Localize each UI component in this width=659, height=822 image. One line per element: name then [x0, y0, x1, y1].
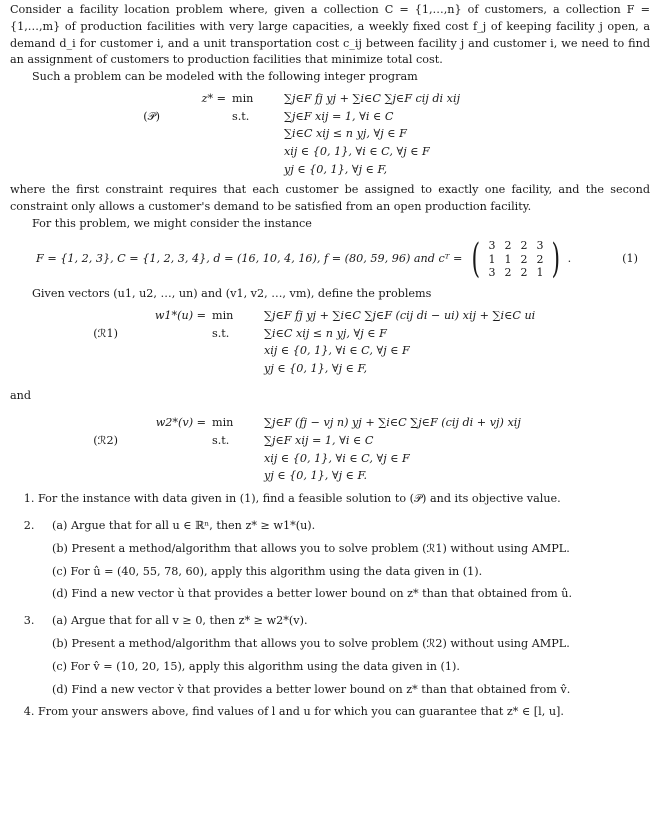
cost-matrix: ( 3 2 2 3 1 1 2 2 3 2 2 1 ) [471, 236, 561, 283]
question-4 [38, 704, 650, 721]
question-3-parts [38, 613, 650, 698]
instance-intro: For this problem, we might consider the instance [32, 217, 312, 231]
matrix-cell: 2 [536, 252, 544, 266]
matrix-cell: 1 [536, 266, 544, 280]
constraint-explanation: where the first constraint requires that each customer be assigned to exactly one facility, and the second constraint only allows a customer's demand to be satisfied from an open production facility. [10, 183, 650, 214]
question-1-text: For the instance with data given in (1), find a feasible solution to (𝒫) and its objective value. [38, 492, 561, 506]
question-3c: (c) For v̂ = (10, 20, 15), apply this algorithm using the data given in (1). [52, 659, 460, 673]
program-R1-label: (ℛ1) [93, 326, 118, 340]
instance-text: F = {1, 2, 3}, C = {1, 2, 3, 4}, d = (16, 10, 4, 16), f = (80, 59, 96) and cᵀ = [36, 252, 463, 266]
program-P [10, 90, 650, 178]
program-R1-constraint-3: yj ∈ {0, 1}, ∀j ∈ F, [264, 361, 368, 375]
document-page [10, 2, 650, 725]
matrix-cell: 3 [488, 266, 496, 280]
question-3a: 3. (a) Argue that for all v ≥ 0, then z* ≥ w2*(v). [52, 614, 308, 628]
question-1 [38, 491, 650, 508]
program-P-constraint-1: ∑j∈F xij = 1, ∀i ∈ C [284, 109, 394, 123]
question-4-text: From your answers above, find values of l and u for which you can guarantee that z* ∈ [l, u]. [38, 705, 564, 719]
question-2d: (d) Find a new vector ù that provides a better lower bound on z* than that obtained from û. [52, 587, 573, 601]
matrix-cell: 2 [504, 238, 512, 252]
program-P-min: min [232, 91, 254, 105]
question-3b: (b) Present a method/algorithm that allows you to solve problem (ℛ2) without using AMPL. [52, 636, 570, 650]
intro-model-sentence: Such a problem can be modeled with the following integer program [32, 70, 418, 84]
program-R1-st: s.t. [212, 326, 230, 340]
program-R2-lhs: w2*(v) = [155, 416, 206, 430]
instance-equation: F = {1, 2, 3}, C = {1, 2, 3, 4}, d = (16, 10, 4, 16), f = (80, 59, 96) and cᵀ = ( 3 2 2 3 1 1 2 2 3 2 2 1 ) . (1) [36, 236, 638, 283]
program-R1 [10, 307, 650, 378]
program-R2-min: min [212, 416, 234, 430]
matrix-cell: 2 [520, 252, 528, 266]
program-P-constraint-4: yj ∈ {0, 1}, ∀j ∈ F, [284, 162, 388, 176]
question-2c: (c) For û = (40, 55, 78, 60), apply this algorithm using the data given in (1). [52, 564, 483, 578]
program-R2-label: (ℛ2) [93, 434, 118, 448]
program-R1-lhs: w1*(u) = [154, 308, 206, 322]
program-P-constraint-2: ∑i∈C xij ≤ n yj, ∀j ∈ F [284, 127, 407, 141]
question-2a: 2. (a) Argue that for all u ∈ ℝⁿ, then z* ≥ w1*(u). [52, 518, 316, 532]
matrix-cell: 1 [504, 252, 512, 266]
program-R2-constraint-1: ∑j∈F xij = 1, ∀i ∈ C [264, 434, 374, 448]
program-R1-constraint-1: ∑i∈C xij ≤ n yj, ∀j ∈ F [264, 326, 387, 340]
matrix-cell: 2 [520, 238, 528, 252]
question-list [10, 491, 650, 721]
matrix-cell: 3 [536, 238, 544, 252]
matrix-cell: 2 [520, 266, 528, 280]
question-2b: (b) Present a method/algorithm that allows you to solve problem (ℛ1) without using AMPL. [52, 541, 570, 555]
program-R2-st: s.t. [212, 434, 230, 448]
program-R2 [10, 414, 650, 485]
program-R2-constraint-3: yj ∈ {0, 1}, ∀j ∈ F. [264, 469, 368, 483]
matrix-cell: 1 [488, 252, 496, 266]
program-R2-constraint-2: xij ∈ {0, 1}, ∀i ∈ C, ∀j ∈ F [264, 451, 410, 465]
program-R1-min: min [212, 308, 234, 322]
equation-number: (1) [622, 252, 638, 266]
and-word: and [10, 388, 32, 402]
program-R2-objective: ∑j∈F (fj − vj n) yj + ∑i∈C ∑j∈F (cij di + vj) xij [264, 416, 521, 430]
program-P-label: (𝒫) [143, 109, 160, 123]
program-P-constraint-3: xij ∈ {0, 1}, ∀i ∈ C, ∀j ∈ F [284, 145, 430, 159]
program-P-lhs: z* = [201, 91, 226, 105]
cost-matrix-grid [484, 239, 548, 280]
given-vectors-sentence: Given vectors (u1, u2, …, un) and (v1, v2, …, vm), define the problems [32, 287, 432, 301]
program-R1-constraint-2: xij ∈ {0, 1}, ∀i ∈ C, ∀j ∈ F [264, 344, 410, 358]
question-3d: (d) Find a new vector v̀ that provides a better lower bound on z* than that obtained from v̂. [52, 682, 571, 696]
program-P-st: s.t. [232, 109, 250, 123]
matrix-cell: 2 [504, 266, 512, 280]
program-P-objective: ∑j∈F fj yj + ∑i∈C ∑j∈F cij di xij [284, 91, 461, 105]
question-3 [38, 613, 650, 698]
matrix-cell: 3 [488, 238, 496, 252]
question-2-parts [38, 518, 650, 603]
question-2 [38, 518, 650, 603]
program-R1-objective: ∑j∈F fj yj + ∑i∈C ∑j∈F (cij di − ui) xij + ∑i∈C ui [264, 308, 536, 322]
intro-paragraph: Consider a facility location problem where, given a collection C = {1,…,n} of customers, a collection F = {1,…,m} of production facilities with very large capacities, a weekly fixed cost f_j of keeping facility j open, a demand d_i for customer i, and a unit transportation cost c_ij between facility j and customer i, we need to find an assignment of customers to production facilities that minimize total cost. [10, 3, 650, 67]
